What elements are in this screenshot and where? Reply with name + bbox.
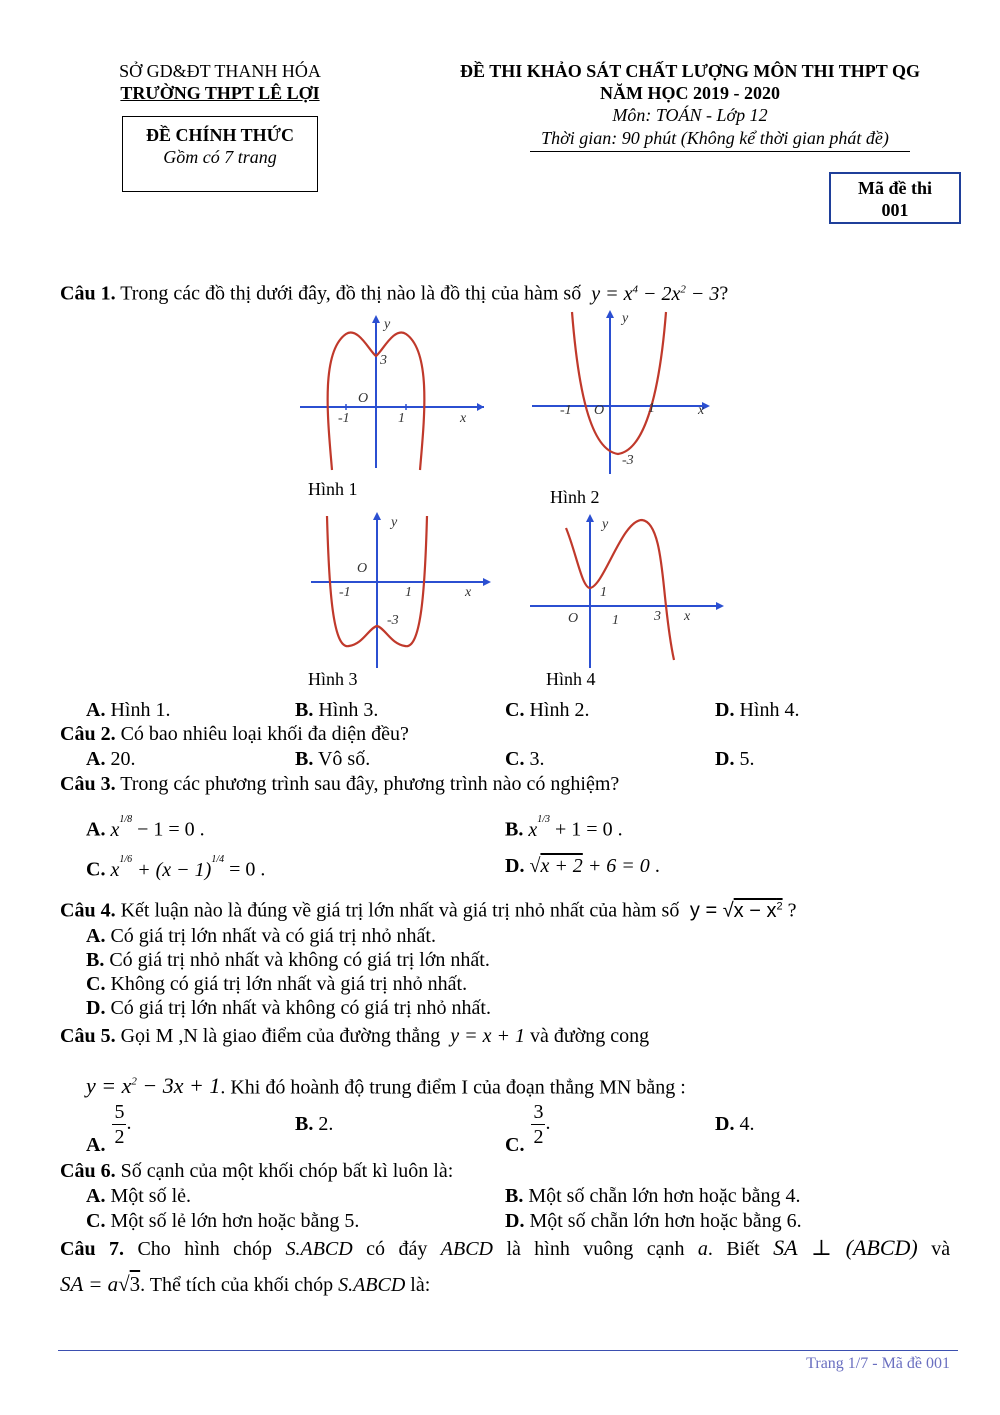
q6-text xyxy=(60,1159,453,1183)
q7-text-line1: Câu 7. Cho hình chóp S.ABCD có đáy ABCD là hình vuông cạnh a. Biết SA ⊥ (ABCD) và xyxy=(60,1235,951,1260)
q2-option-d[interactable]: D. 5. xyxy=(715,748,755,770)
svg-text:y: y xyxy=(622,311,629,326)
q1-qmark: ? xyxy=(719,282,729,305)
q5-text-line1: Câu 5. Gọi M ,N là giao điểm của đường thẳng y = x + 1 và đường cong xyxy=(60,1025,650,1047)
q6-option-a[interactable]: A. Một số lẻ. xyxy=(86,1185,192,1207)
q1-option-a[interactable]: A. Hình 1. xyxy=(86,699,171,721)
q3-option-d[interactable]: D. √x + 2 + 6 = 0 . xyxy=(505,855,660,877)
pages-label: Gồm có 7 trang xyxy=(163,147,277,167)
q2-text xyxy=(60,722,409,746)
q2-option-c[interactable]: C. 3. xyxy=(505,748,545,770)
q4-option-d[interactable]: D. Có giá trị lớn nhất và không có giá trị nhỏ nhất. xyxy=(86,997,491,1019)
graph-2 xyxy=(528,308,718,478)
exam-code-label: Mã đề thi xyxy=(858,178,932,198)
exam-code: 001 xyxy=(881,200,909,220)
exam-time: Thời gian: 90 phút (Không kể thời gian phát đề) xyxy=(541,128,889,148)
q4-stem: Kết luận nào là đúng về giá trị lớn nhất và giá trị nhỏ nhất của hàm số xyxy=(120,899,680,922)
graph-2-caption: Hình 2 xyxy=(550,487,600,507)
svg-text:O: O xyxy=(568,611,579,626)
footer-divider xyxy=(58,1350,958,1351)
svg-text:x: x xyxy=(684,609,691,624)
svg-text:-1: -1 xyxy=(339,585,351,600)
q1-stem: Trong các đồ thị dưới đây, đồ thị nào là đồ thị của hàm số xyxy=(120,282,582,305)
page-footer: Trang 1/7 - Mã đề 001 xyxy=(806,1355,950,1372)
q1-function: $y = x^4 - 2x^2 - 3$ xyxy=(586,282,720,305)
svg-text:1: 1 xyxy=(405,585,412,600)
svg-text:x: x xyxy=(698,403,705,418)
q1-label: Câu 1. xyxy=(60,282,116,305)
q6-option-b[interactable]: B. Một số chẵn lớn hơn hoặc bằng 4. xyxy=(505,1185,801,1207)
school-name: TRƯỜNG THPT LÊ LỢI xyxy=(120,83,320,103)
q2-option-b[interactable]: B. Vô số. xyxy=(295,748,371,770)
q6-option-d[interactable]: D. Một số chẵn lớn hơn hoặc bằng 6. xyxy=(505,1210,802,1232)
svg-text:y: y xyxy=(602,517,609,532)
q5-option-b[interactable]: B. 2. xyxy=(295,1113,334,1135)
q5-text-line2: $y = x^2 - 3x + 1$. Khi đó hoành độ trung điểm I của đoạn thẳng MN bằng : xyxy=(86,1073,686,1099)
svg-text:3: 3 xyxy=(380,353,387,368)
svg-text:1: 1 xyxy=(398,411,405,426)
exam-code-box xyxy=(829,172,961,224)
q3-text xyxy=(60,772,619,796)
q2-option-a[interactable]: A. 20. xyxy=(86,748,136,770)
svg-text:y: y xyxy=(391,515,398,530)
school-year: NĂM HỌC 2019 - 2020 xyxy=(600,83,780,103)
graph-4-caption: Hình 4 xyxy=(546,669,596,689)
svg-text:x: x xyxy=(460,411,467,426)
time-underline xyxy=(530,151,910,152)
svg-text:-3: -3 xyxy=(622,453,634,468)
q3-option-a[interactable]: A. $x^{1/8} - 1 = 0$ . xyxy=(86,814,205,841)
subject: Môn: TOÁN - Lớp 12 xyxy=(612,105,768,125)
q3-label: Câu 3. xyxy=(60,773,116,795)
q1-option-c[interactable]: C. Hình 2. xyxy=(505,699,590,721)
q1-option-b[interactable]: B. Hình 3. xyxy=(295,699,379,721)
svg-text:O: O xyxy=(594,403,605,418)
official-label: ĐỀ CHÍNH THỨC xyxy=(145,125,295,145)
q3-stem: Trong các phương trình sau đây, phương trình nào có nghiệm? xyxy=(120,773,620,795)
q4-text: Câu 4. Kết luận nào là đúng về giá trị lớn nhất và giá trị nhỏ nhất của hàm số $y = √x - x^2$ ? xyxy=(60,899,797,922)
svg-text:x: x xyxy=(465,585,472,600)
q4-option-b[interactable]: B. Có giá trị nhỏ nhất và không có giá trị lớn nhất. xyxy=(86,949,490,971)
svg-text:y: y xyxy=(384,317,391,332)
svg-text:1: 1 xyxy=(600,585,607,600)
svg-text:-1: -1 xyxy=(338,411,350,426)
q4-label: Câu 4. xyxy=(60,899,116,922)
official-box xyxy=(122,116,318,192)
q3-option-b[interactable]: B. $x^{1/3} + 1 = 0$ . xyxy=(505,814,623,841)
q1-text xyxy=(60,277,960,306)
graph-4 xyxy=(528,512,728,672)
svg-text:-3: -3 xyxy=(387,613,399,628)
q4-option-c[interactable]: C. Không có giá trị lớn nhất và giá trị nhỏ nhất. xyxy=(86,973,468,995)
q7-text-line2: SA = a√3. Thể tích của khối chóp S.ABCD là: xyxy=(60,1272,431,1296)
q5-option-a[interactable]: A. $\frac{5}{2}$ . xyxy=(86,1101,132,1157)
q5-label: Câu 5. xyxy=(60,1025,116,1047)
q2-label: Câu 2. xyxy=(60,723,116,745)
q3-option-c[interactable]: C. $x^{1/6} + (x - 1)^{1/4} = 0$ . xyxy=(86,854,266,881)
q5-option-c[interactable]: C. $\frac{3}{2}$ . xyxy=(505,1101,551,1157)
q4-function: $y = √x - x^2$ xyxy=(684,899,783,922)
svg-text:1: 1 xyxy=(648,401,655,416)
graph-1 xyxy=(298,312,488,472)
q6-stem: Số cạnh của một khối chóp bất kì luôn là: xyxy=(120,1160,454,1182)
q2-stem: Có bao nhiêu loại khối đa diện đều? xyxy=(120,723,409,745)
graph-3-caption: Hình 3 xyxy=(308,669,358,689)
q6-label: Câu 6. xyxy=(60,1160,116,1182)
q4-option-a[interactable]: A. Có giá trị lớn nhất và có giá trị nhỏ nhất. xyxy=(86,925,436,947)
q5-option-d[interactable]: D. 4. xyxy=(715,1113,755,1135)
q6-option-c[interactable]: C. Một số lẻ lớn hơn hoặc bằng 5. xyxy=(86,1210,360,1232)
graph-3 xyxy=(305,510,495,670)
graph-1-caption: Hình 1 xyxy=(308,479,358,499)
svg-text:O: O xyxy=(357,561,368,576)
svg-text:1: 1 xyxy=(612,613,619,628)
q1-option-d[interactable]: D. Hình 4. xyxy=(715,699,800,721)
q7-label: Câu 7. xyxy=(60,1238,124,1260)
svg-text:-1: -1 xyxy=(560,403,572,418)
svg-text:3: 3 xyxy=(654,609,661,624)
exam-title: ĐỀ THI KHẢO SÁT CHẤT LƯỢNG MÔN THI THPT QG xyxy=(460,61,920,81)
dept-name: SỞ GD&ĐT THANH HÓA xyxy=(119,61,321,81)
svg-text:O: O xyxy=(358,391,369,406)
